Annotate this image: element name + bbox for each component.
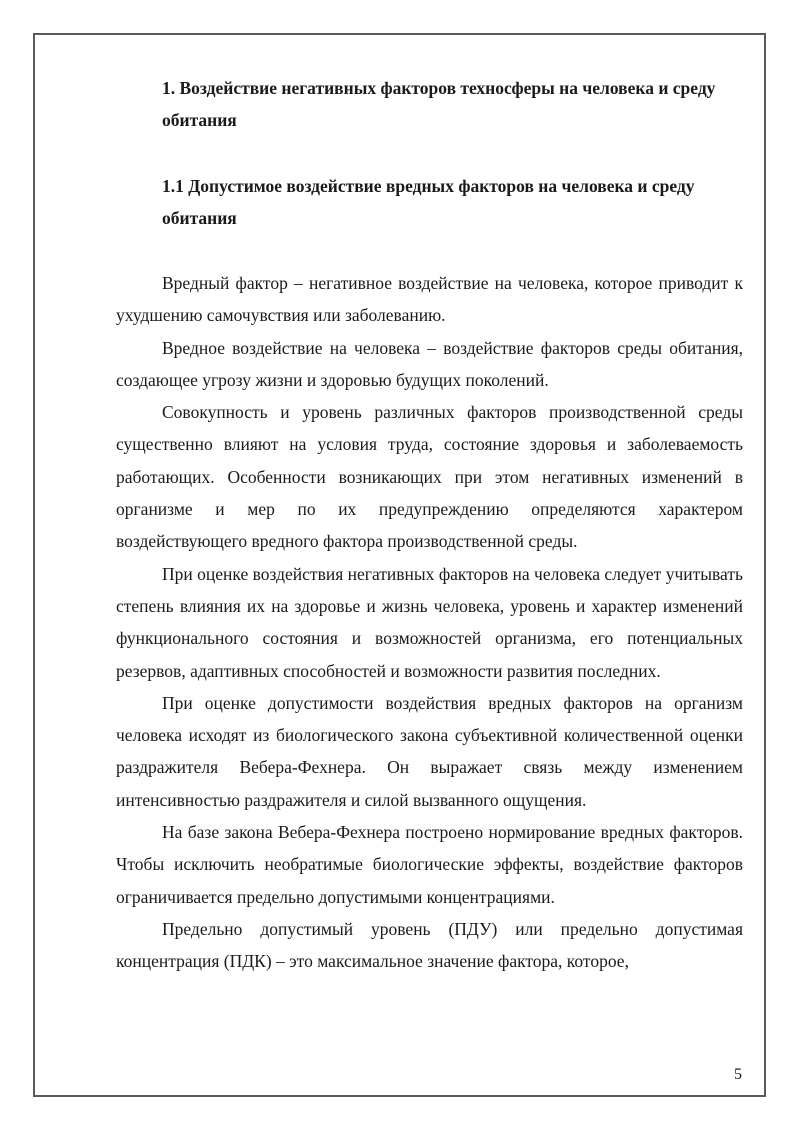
- document-body: [116, 72, 743, 978]
- section-heading: 1. Воздействие негативных факторов техносферы на человека и среду обитания: [162, 78, 716, 130]
- subsection-heading: 1.1 Допустимое воздействие вредных факторов на человека и среду обитания: [162, 176, 695, 228]
- page-number: 5: [734, 1066, 742, 1083]
- paragraph: На базе закона Вебера-Фехнера построено нормирование вредных факторов. Чтобы исключить необратимые биологические эффекты, воздействие факторов ограничивается предельно допустимыми концентрациями.: [116, 822, 743, 907]
- paragraph: При оценке воздействия негативных факторов на человека следует учитывать степень влияния их на здоровье и жизнь человека, уровень и характер изменений функционального состояния и возможностей организма, его потенциальных резервов, адаптивных способностей и возможности развития последних.: [116, 563, 743, 681]
- paragraph: Предельно допустимый уровень (ПДУ) или предельно допустимая концентрация (ПДК) – это максимальное значение фактора, которое,: [116, 918, 743, 972]
- paragraph: Вредный фактор – негативное воздействие на человека, которое приводит к ухудшению самочувствия или заболеванию.: [116, 273, 743, 326]
- paragraph: Вредное воздействие на человека – воздействие факторов среды обитания, создающее угрозу жизни и здоровью будущих поколений.: [116, 337, 743, 390]
- paragraph: Совокупность и уровень различных факторов производственной среды существенно влияют на условия труда, состояние здоровья и заболеваемость работающих. Особенности возникающих при этом негативных изменений в организме и мер по их предупреждению определяются характером воздействующего вредного фактора производственной среды.: [116, 402, 743, 552]
- paragraph: При оценке допустимости воздействия вредных факторов на организм человека исходят из биологического закона субъективной количественной оценки раздражителя Вебера-Фехнера. Он выражает связь между изменением интенсивностью раздражителя и силой вызванного ощущения.: [116, 692, 743, 810]
